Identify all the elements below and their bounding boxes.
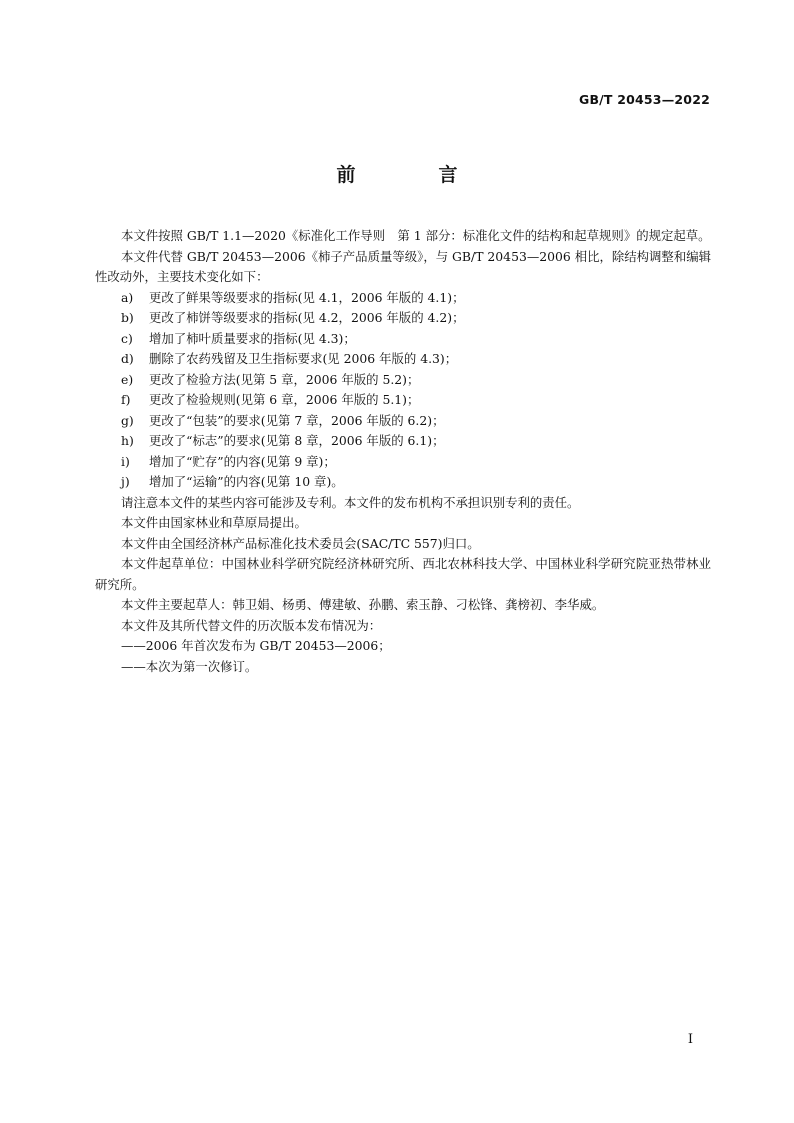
paragraph-history-intro: 本文件及其所代替文件的历次版本发布情况为： [121, 617, 382, 633]
list-item [95, 411, 711, 432]
list-item-label: j) [121, 474, 130, 489]
list-item-text: 更改了检验方法(见第 5 章，2006 年版的 5.2)； [149, 371, 420, 387]
page-number: I [687, 1032, 693, 1047]
paragraph-committee: 本文件由全国经济林产品标准化技术委员会(SAC/TC 557)归口。 [121, 535, 480, 551]
changes-list [95, 288, 711, 493]
paragraph-replacement: 本文件代替 GB/T 20453—2006《柿子产品质量等级》，与 GB/T 20453—2006 相比，除结构调整和编辑性改动外，主要技术变化如下： [95, 248, 711, 284]
list-item [95, 431, 711, 452]
history-item: ——2006 年首次发布为 GB/T 20453—2006； [121, 638, 391, 653]
paragraph-drafters: 本文件主要起草人：韩卫娟、杨勇、傅建敏、孙鹏、索玉静、刁松锋、龚榜初、李华威。 [121, 597, 605, 612]
list-item [95, 308, 711, 329]
list-item-text: 更改了检验规则(见第 6 章，2006 年版的 5.1)； [149, 392, 420, 407]
list-item [95, 370, 711, 391]
list-item-text: 更改了“标志”的要求(见第 8 章，2006 年版的 6.1)； [149, 433, 445, 448]
list-item [95, 288, 711, 309]
page-title: 前 言 [336, 164, 490, 186]
list-item-label: c) [121, 330, 133, 346]
list-item-label: e) [121, 371, 134, 387]
paragraph-patent-notice: 请注意本文件的某些内容可能涉及专利。本文件的发布机构不承担识别专利的责任。 [121, 494, 580, 510]
paragraph-drafting-rules: 本文件按照 GB/T 1.1—2020《标准化工作导则 第 1 部分：标准化文件的结构和起草规则》的规定起草。 [121, 228, 711, 243]
list-item-text: 更改了“包装”的要求(见第 7 章，2006 年版的 6.2)； [149, 412, 445, 428]
list-item-text: 更改了鲜果等级要求的指标(见 4.1，2006 年版的 4.1)； [149, 289, 465, 305]
list-item [95, 472, 711, 493]
list-item-text: 增加了柿叶质量要求的指标(见 4.3)； [149, 330, 356, 346]
standard-number: GB/T 20453—2022 [578, 92, 710, 107]
list-item-text: 删除了农药残留及卫生指标要求(见 2006 年版的 4.3)； [149, 351, 458, 366]
list-item-label: b) [121, 310, 134, 325]
list-item [95, 390, 711, 411]
list-item [95, 329, 711, 350]
list-item [95, 349, 711, 370]
list-item-text: 更改了柿饼等级要求的指标(见 4.2，2006 年版的 4.2)； [149, 310, 465, 325]
list-item-label: a) [121, 289, 134, 305]
history-item: ——本次为第一次修订。 [121, 658, 258, 674]
list-item-label: d) [121, 351, 134, 366]
paragraph-proposer: 本文件由国家林业和草原局提出。 [121, 515, 307, 530]
list-item-text: 增加了“贮存”的内容(见第 9 章)； [149, 453, 336, 469]
paragraph-drafting-units: 本文件起草单位：中国林业科学研究院经济林研究所、西北农林科技大学、中国林业科学研究院亚热带林业研究所。 [95, 556, 711, 592]
list-item [95, 452, 711, 473]
list-item-text: 增加了“运输”的内容(见第 10 章)。 [149, 474, 344, 489]
list-item-label: i) [121, 453, 130, 469]
foreword-body [95, 226, 711, 677]
list-item-label: g) [121, 412, 134, 428]
list-item-label: h) [121, 433, 134, 448]
list-item-label: f) [121, 392, 131, 407]
